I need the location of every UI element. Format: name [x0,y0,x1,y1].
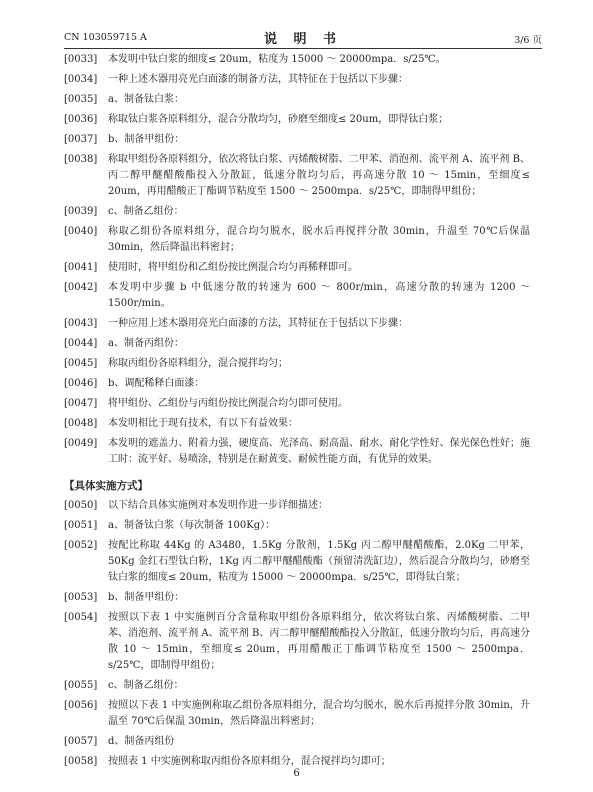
paragraph-number: [0040] [64,226,98,237]
paragraph-number: [0047] [64,398,98,409]
page-header [64,28,542,46]
paragraph-number: [0039] [64,206,98,217]
paragraph-number: [0033] [64,54,98,65]
paragraph-number: [0052] [64,540,98,551]
paragraph [64,436,530,468]
paragraph-number: [0056] [64,700,98,711]
paragraph [64,204,530,220]
paragraph-number: [0045] [64,358,98,369]
paragraph-text: 称取丙组份各原料组分，混合搅拌均匀； [108,358,288,369]
header-divider [64,48,542,49]
paragraph-text: 本发明中步骤 b 中低速分散的转速为 600 ～ 800r/min，高速分散的转速为 1200 ～ 1500r/min。 [108,282,530,309]
paragraph-number: [0049] [64,438,98,449]
paragraph [64,376,530,392]
paragraph-number: [0050] [64,500,98,511]
paragraph [64,52,530,68]
paragraph-text: 称取甲组份各原料组分，依次将钛白浆、丙烯酸树脂、二甲苯、消泡剂、流平剂 A、流平剂 B、丙二醇甲醚醋酸酯投入分散缸，低速分散均匀后，再高速分散 10 ～ 15min，至细度≤ 20um，再用醋酸正丁酯调节粘度至 1500 ～ 2500mpa．s/25℃，即制得甲组份； [108,154,530,197]
paragraph-text: 本发明相比于现有技术，有以下有益效果： [108,418,298,429]
paragraph [64,416,530,432]
paragraph-number: [0048] [64,418,98,429]
paragraph-text: 按照以下表 1 中实施例称取乙组份各原料组分，混合均匀脱水，脱水后再搅拌分散 30min，升温至 70℃后保温 30min，然后降温出料密封； [108,700,530,727]
paragraph-number: [0041] [64,262,98,273]
paragraph-text: 称取乙组份各原料组分，混合均匀脱水，脱水后再搅拌分散 30min，升温至 70℃后保温 30min，然后降温出料密封； [108,226,530,253]
paragraph [64,734,530,750]
paragraph [64,224,530,256]
paragraph-number: [0038] [64,154,98,165]
paragraph-text: 按照以下表 1 中实施例百分含量称取甲组份各原料组分，依次将钛白浆、丙烯酸树脂、二甲苯、消泡剂、流平剂 A、流平剂 B、丙二醇甲醚醋酸酯投入分散缸，低速分散均匀后，再高速分散 10 ～ 15min，至细度≤ 20um，再用醋酸正丁酯调节粘度至 1500 ～ 2500mpa．s/25℃，即制得甲组份； [108,612,530,671]
document-title: 说 明 书 [263,32,343,47]
paragraph-number: [0051] [64,520,98,531]
document-body [64,52,530,774]
paragraph-number: [0044] [64,338,98,349]
page-number: 6 [293,768,300,779]
paragraph-text: c、制备乙组份： [108,680,184,691]
paragraph-number: [0034] [64,74,98,85]
paragraph [64,610,530,674]
paragraph-text: 按配比称取 44Kg 的 A3480，1.5Kg 分散剂，1.5Kg 丙二醇甲醚醋酸酯，2.0Kg 二甲苯，50Kg 金红石型钛白粉，1Kg 丙二醇甲醚醋酸酯（预留清洗缸边），然后混合分散均匀，砂磨至钛白浆的细度≤ 20um，粘度为 15000 ～ 20000mpa．s/25℃，即得钛白浆； [108,540,530,583]
paragraph-text: a、制备丙组份： [108,338,184,349]
paragraph-text: 使用时，将甲组份和乙组份按比例混合均匀再稀释即可。 [108,262,358,273]
paragraph [64,396,530,412]
paragraph-text: 称取钛白浆各原料组分，混合分散均匀，砂磨至细度≤ 20um，即得钛白浆； [108,114,449,125]
paragraph [64,280,530,312]
paragraph [64,590,530,606]
paragraph [64,356,530,372]
paragraph [64,678,530,694]
paragraph [64,698,530,730]
paragraph [64,518,530,534]
paragraph [64,538,530,586]
paragraph [64,336,530,352]
paragraph-text: 本发明中钛白浆的细度≤ 20um，粘度为 15000 ～ 20000mpa．s/25℃。 [108,54,446,65]
paragraph-number: [0035] [64,94,98,105]
paragraph-number: [0055] [64,680,98,691]
paragraph-number: [0057] [64,736,98,747]
paragraph-text: 一种应用上述木器用亮光白面漆的方法，其特征在于包括以下步骤： [108,318,408,329]
embodiment-paragraphs [64,498,530,770]
paragraph [64,498,530,514]
paragraph [64,112,530,128]
paragraph [64,132,530,148]
description-paragraphs [64,52,530,468]
paragraph-text: a、制备钛白浆： [108,94,184,105]
paragraph-text: 本发明的遮盖力、附着力强，硬度高、光泽高、耐高温、耐水、耐化学性好、保光保色性好；施工时：流平好、易喷涂，特别是在耐黄变、耐候性能方面，有优异的效果。 [108,438,530,465]
section-heading: 【具体实施方式】 [64,480,148,492]
paragraph [64,92,530,108]
paragraph-number: [0036] [64,114,98,125]
paragraph-text: b、制备甲组份： [108,592,185,603]
paragraph-text: b、制备甲组份： [108,134,185,145]
paragraph-text: a、制备钛白浆（每次制备 100Kg）： [108,520,276,531]
paragraph-number: [0043] [64,318,98,329]
paragraph [64,72,530,88]
paragraph-text: 将甲组份、乙组份与丙组份按比例混合均匀即可使用。 [108,398,348,409]
paragraph [64,316,530,332]
paragraph-text: c、制备乙组份： [108,206,184,217]
paragraph-text: d、制备丙组份 [108,736,175,747]
paragraph-number: [0058] [64,756,98,767]
paragraph-text: 一种上述木器用亮光白面漆的制备方法，其特征在于包括以下步骤： [108,74,408,85]
paragraph-number: [0054] [64,612,98,623]
paragraph-number: [0046] [64,378,98,389]
paragraph-text: 按照表 1 中实施例称取丙组份各原料组分，混合搅拌均匀即可； [108,756,391,767]
paragraph-text: 以下结合具体实施例对本发明作进一步详细描述： [108,500,328,511]
paragraph [64,260,530,276]
patent-number: CN 103059715 A [64,32,147,43]
paragraph [64,152,530,200]
paragraph-text: b、调配稀释白面漆： [108,378,205,389]
paragraph-number: [0042] [64,282,98,293]
paragraph-number: [0037] [64,134,98,145]
page-indicator: 3/6 页 [514,35,542,46]
paragraph-number: [0053] [64,592,98,603]
